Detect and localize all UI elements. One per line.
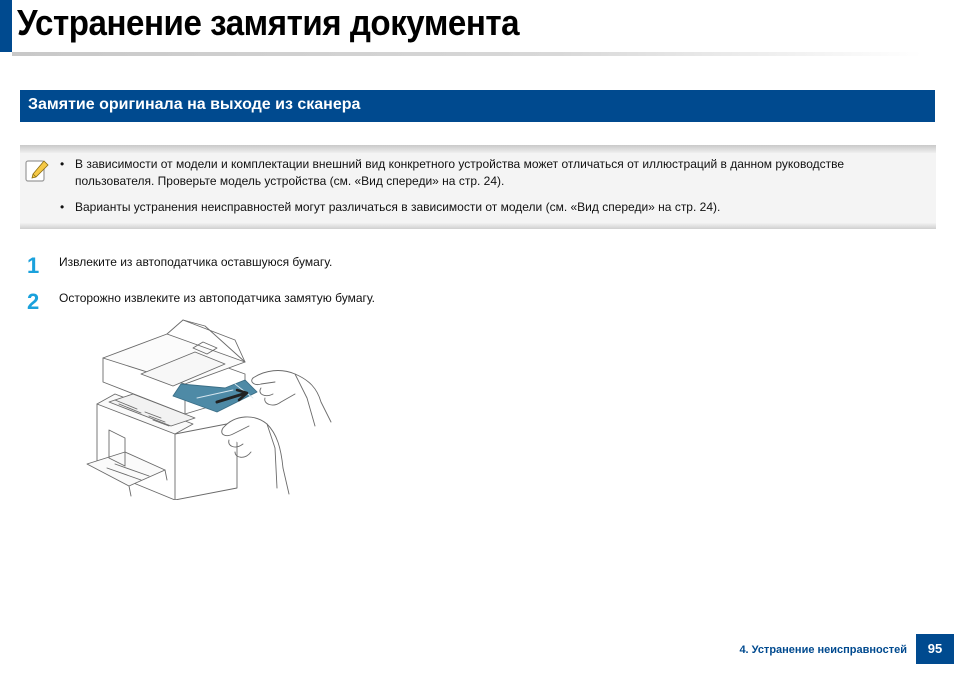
note-item: • В зависимости от модели и комплектации внешний вид конкретного устройства может отличаться от иллюстраций в данном руководстве пользователя. Проверьте модель устройства (см. «Вид спереди» на стр. 24). [60, 157, 845, 188]
step-text: Осторожно извлеките из автоподатчика замятую бумагу. [59, 291, 375, 305]
step-text: Извлеките из автоподатчика оставшуюся бумагу. [59, 255, 333, 269]
page-number: 95 [916, 634, 954, 664]
step-number: 1 [27, 253, 40, 278]
note-list [60, 156, 920, 225]
note-item: • Варианты устранения неисправностей могут различаться в зависимости от модели (см. «Вид спереди» на стр. 24). [60, 200, 721, 214]
title-divider [12, 52, 922, 56]
printer-jam-illustration [85, 318, 335, 500]
footer-chapter: 4. Устранение неисправностей [739, 644, 907, 656]
section-header: Замятие оригинала на выходе из сканера [20, 90, 935, 122]
title-accent-bar [0, 0, 12, 52]
page-title: Устранение замятия документа [17, 2, 520, 43]
note-pencil-icon [24, 157, 50, 183]
step-number: 2 [27, 289, 40, 314]
note-box [20, 145, 936, 229]
